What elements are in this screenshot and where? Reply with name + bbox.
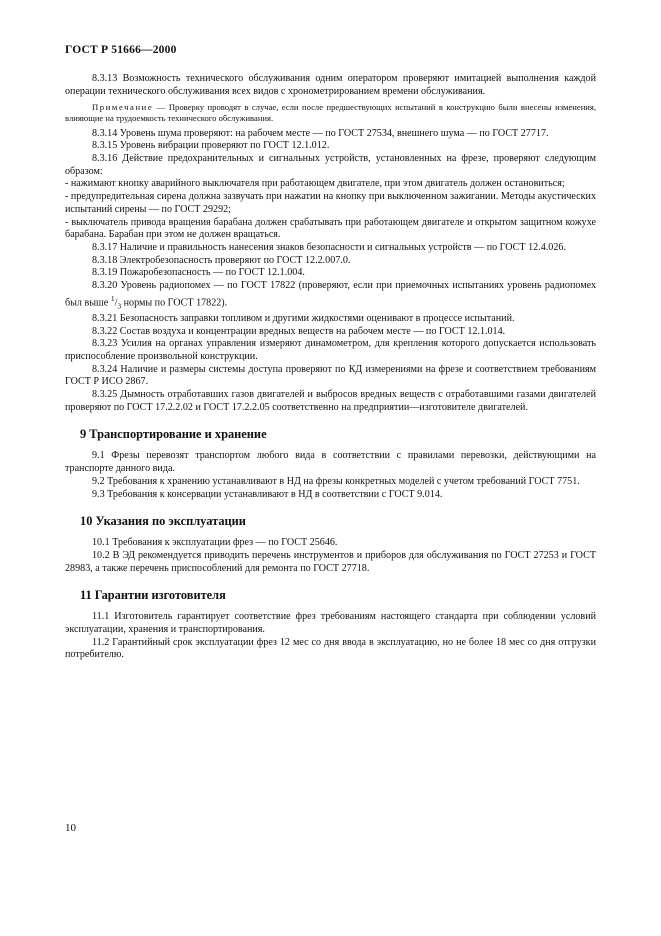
paragraph-8-3-13: 8.3.13 Возможность технического обслуживания одним оператором проверяют имитацией выполнения каждой операции технического обслуживания всех видов с хронометрированием времени обслуживания. <box>65 73 596 97</box>
section-9-heading: 9 Транспортирование и хранение <box>80 427 267 442</box>
paragraph-11-1: 11.1 Изготовитель гарантирует соответствие фрез требованиям настоящего стандарта при соблюдении условий эксплуатации, хранения и транспортирования. <box>65 611 596 636</box>
paragraph-10-1: 10.1 Требования к эксплуатации фрез — по ГОСТ 25646. <box>92 537 338 549</box>
document-body <box>65 73 596 662</box>
note-text: — Проверку проводят в случае, если после предшествующих испытаний в конструкцию были внесены изменения, влияющие на трудоемкость технического обслуживания. <box>65 102 596 123</box>
paragraph-8-3-25: 8.3.25 Дымность отработавших газов двигателей и выбросов вредных веществ с отработавшими газами двигателей проверяют по ГОСТ 17.2.2.02 и ГОСТ 17.2.2.05 соответственно на предприятии—изготовителе двигателей. <box>65 389 596 413</box>
fraction-denominator: 3 <box>117 301 122 311</box>
paragraph-8-3-20 <box>65 280 596 313</box>
paragraph-11-2: 11.2 Гарантийный срок эксплуатации фрез 12 мес со дня ввода в эксплуатацию, но не более 18 мес со дня отгрузки потребителю. <box>65 636 596 661</box>
fraction-numerator: 1 <box>110 293 115 303</box>
paragraph-10-2: 10.2 В ЭД рекомендуется приводить перечень инструментов и приборов для обслуживания по ГОСТ 27253 и ГОСТ 28983, а также перечень приспособлений для ремонта по ГОСТ 27718. <box>65 549 596 574</box>
paragraph-8-3-24: 8.3.24 Наличие и размеры системы доступа проверяют по КД измерениями на фрезе и соответствием требованиям ГОСТ Р ИСО 2867. <box>65 363 596 388</box>
bullet-item: - нажимают кнопку аварийного выключателя при работающем двигателе, при этом двигатель должен остановиться; <box>65 178 565 190</box>
paragraph-8-3-22: 8.3.22 Состав воздуха и концентрации вредных веществ на рабочем месте — по ГОСТ 12.1.014. <box>92 325 506 337</box>
note <box>65 102 596 123</box>
fraction-slash: / <box>114 297 118 309</box>
paragraph-9-3: 9.3 Требования к консервации устанавливают в НД в соответствии с ГОСТ 9.014. <box>92 488 443 500</box>
paragraph-9-2: 9.2 Требования к хранению устанавливают в НД на фрезы конкретных моделей с учетом требований ГОСТ 7751. <box>92 475 580 487</box>
section-10-heading: 10 Указания по эксплуатации <box>80 514 246 529</box>
paragraph-8-3-20-text: 8.3.20 Уровень радиопомех — по ГОСТ 17822 (проверяют, если при приемочных испытаниях уровень радиопомех был выше <box>65 280 596 309</box>
bullet-item: - выключатель привода вращения барабана должен срабатывать при работающем двигателе и открытом защитном кожухе барабана. Барабан при этом не должен вращаться. <box>65 216 596 241</box>
paragraph-9-1: 9.1 Фрезы перевозят транспортом любого вида в соответствии с правилами перевозки, действующими на транспорте данного вида. <box>65 450 596 475</box>
document-header: ГОСТ Р 51666—2000 <box>65 44 177 56</box>
paragraph-8-3-14: 8.3.14 Уровень шума проверяют: на рабочем месте — по ГОСТ 27534, внешнего шума — по ГОСТ 27717. <box>92 127 549 139</box>
bullet-item: - предупредительная сирена должна зазвучать при нажатии на кнопку при выключенном зажигании. Методы акустических испытаний сирены — по ГОСТ 29292; <box>65 191 596 215</box>
paragraph-8-3-17: 8.3.17 Наличие и правильность нанесения знаков безопасности и сигнальных устройств — по ГОСТ 12.4.026. <box>92 241 566 253</box>
paragraph-8-3-19: 8.3.19 Пожаробезопасность — по ГОСТ 12.1.004. <box>92 267 305 279</box>
paragraph-8-3-20-tail: нормы по ГОСТ 17822). <box>121 297 228 309</box>
section-11-heading: 11 Гарантии изготовителя <box>80 588 226 603</box>
paragraph-8-3-15: 8.3.15 Уровень вибрации проверяют по ГОСТ 12.1.012. <box>92 140 330 152</box>
paragraph-8-3-21: 8.3.21 Безопасность заправки топливом и другими жидкостями оценивают в процессе испытаний. <box>92 312 515 324</box>
page-number: 10 <box>65 822 76 834</box>
note-label: Примечание <box>92 102 154 113</box>
paragraph-8-3-16: 8.3.16 Действие предохранительных и сигнальных устройств, установленных на фрезе, проверяют следующим образом: <box>65 153 596 177</box>
paragraph-8-3-18: 8.3.18 Электробезопасность проверяют по ГОСТ 12.2.007.0. <box>92 254 351 266</box>
paragraph-8-3-23: 8.3.23 Усилия на органах управления измеряют динамометром, для крепления которого допускается использовать приспособление произвольной конструкции. <box>65 338 596 362</box>
